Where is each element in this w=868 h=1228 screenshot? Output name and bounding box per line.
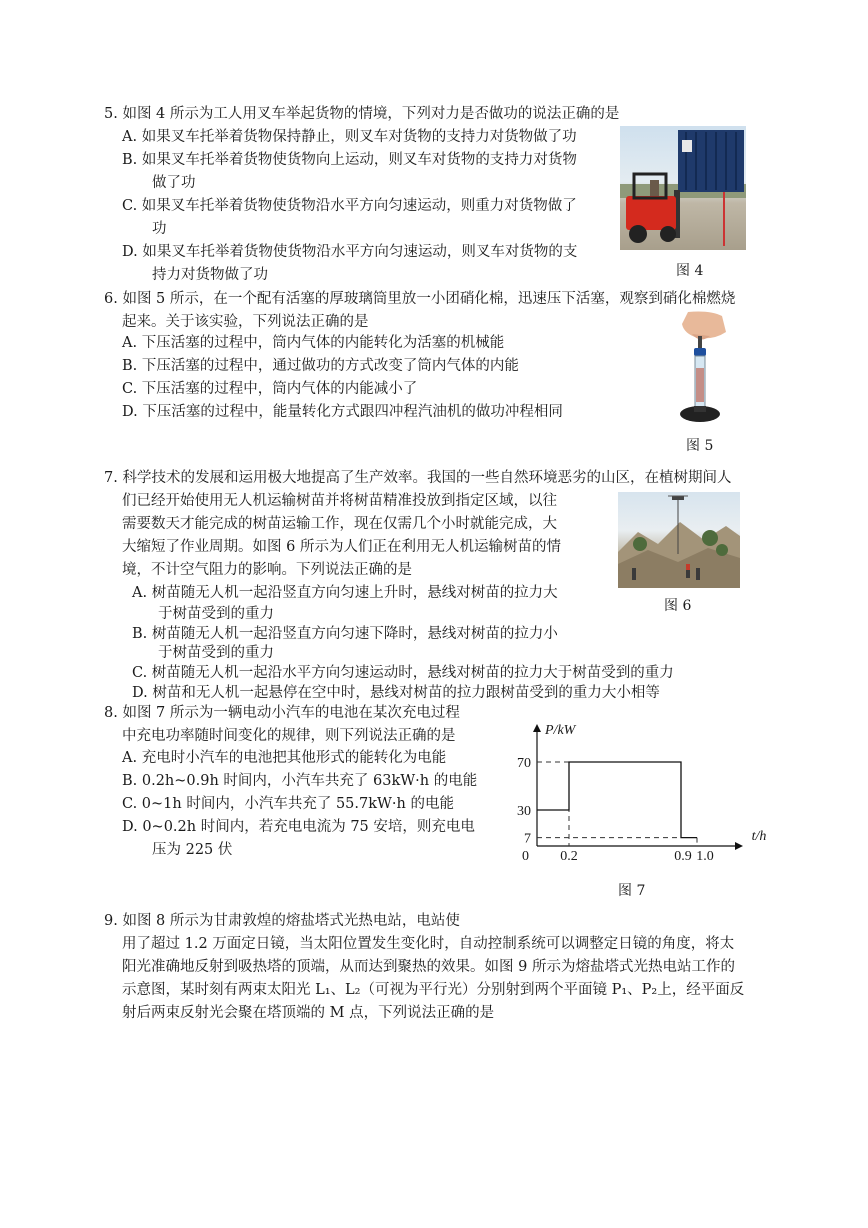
q9-line3: 阳光准确地反射到吸热塔的顶端，从而达到聚热的效果。如图 9 所示为熔盐塔式光热电站工作的	[122, 959, 735, 975]
x-tick-0: 0	[522, 849, 529, 864]
q6-stem: 6. 如图 5 所示，在一个配有活塞的厚玻璃筒里放一小团硝化棉，迅速压下活塞，观察到硝化棉燃烧	[104, 291, 736, 307]
q5-stem: 5. 如图 4 所示为工人用叉车举起货物的情境，下列对力是否做功的说法正确的是	[104, 106, 620, 122]
y-tick-70: 70	[517, 756, 531, 771]
q6-option-d: D. 下压活塞的过程中，能量转化方式跟四冲程汽油机的做功冲程相同	[122, 404, 563, 420]
q7-option-b-cont: 于树苗受到的重力	[158, 645, 274, 661]
power-time-chart	[500, 718, 770, 878]
figure-6-caption: 图 6	[664, 598, 692, 614]
q5-option-b-cont: 做了功	[152, 175, 196, 191]
q6-option-b: B. 下压活塞的过程中，通过做功的方式改变了筒内气体的内能	[122, 358, 519, 374]
q7-option-b: B. 树苗随无人机一起沿竖直方向匀速下降时，悬线对树苗的拉力小	[132, 626, 558, 642]
figure-5-caption: 图 5	[686, 438, 714, 454]
q7-stem-line4: 大缩短了作业周期。如图 6 所示为人们正在利用无人机运输树苗的情	[122, 539, 561, 555]
q5-option-b: B. 如果叉车托举着货物使货物向上运动，则叉车对货物的支持力对货物	[122, 152, 577, 168]
q7-stem-line3: 需要数天才能完成的树苗运输工作，现在仅需几个小时就能完成，大	[122, 516, 557, 532]
q6-option-c: C. 下压活塞的过程中，筒内气体的内能减小了	[122, 381, 418, 397]
q8-option-a: A. 充电时小汽车的电池把其他形式的能转化为电能	[122, 750, 447, 766]
y-tick-7: 7	[524, 831, 531, 847]
forklift-photo	[620, 126, 746, 250]
q9-line4: 示意图，某时刻有两束太阳光 L₁、L₂（可视为平行光）分别射到两个平面镜 P₁、P₂上，经平面反	[122, 982, 745, 998]
y-axis-label: P/kW	[545, 723, 576, 738]
q5-option-d: D. 如果叉车托举着货物使货物沿水平方向匀速运动，则叉车对货物的支	[122, 244, 578, 260]
q5-option-c: C. 如果叉车托举着货物使货物沿水平方向匀速运动，则重力对货物做了	[122, 198, 577, 214]
q7-stem-line2: 们已经开始使用无人机运输树苗并将树苗精准投放到指定区域，以往	[122, 493, 557, 509]
x-tick-0.9: 0.9	[674, 849, 692, 864]
piston-cylinder-photo	[670, 310, 730, 428]
y-tick-30: 30	[517, 804, 531, 819]
q5-option-a: A. 如果叉车托举着货物保持静止，则叉车对货物的支持力对货物做了功	[122, 129, 577, 145]
q5-option-c-cont: 功	[152, 221, 167, 237]
q7-stem: 7. 科学技术的发展和运用极大地提高了生产效率。我国的一些自然环境恶劣的山区，在植树期间人	[104, 470, 732, 486]
q8-stem: 8. 如图 7 所示为一辆电动小汽车的电池在某次充电过程	[104, 705, 460, 721]
drone-seedling-photo	[618, 492, 740, 588]
q9-line1: 9. 如图 8 所示为甘肃敦煌的熔盐塔式光热电站，电站使	[104, 913, 460, 929]
q8-option-d-cont: 压为 225 伏	[152, 842, 233, 858]
q7-option-d: D. 树苗和无人机一起悬停在空中时，悬线对树苗的拉力跟树苗受到的重力大小相等	[132, 685, 660, 701]
q7-option-a: A. 树苗随无人机一起沿竖直方向匀速上升时，悬线对树苗的拉力大	[132, 585, 558, 601]
q7-stem-line5: 境，不计空气阻力的影响。下列说法正确的是	[122, 562, 412, 578]
q9-line5: 射后两束反射光会聚在塔顶端的 M 点，下列说法正确的是	[122, 1005, 495, 1021]
q5-option-d-cont: 持力对货物做了功	[152, 267, 268, 283]
figure-4-caption: 图 4	[676, 263, 704, 279]
x-tick-0.2: 0.2	[560, 849, 578, 864]
x-axis-label: t/h	[751, 829, 767, 844]
q6-option-a: A. 下压活塞的过程中，筒内气体的内能转化为活塞的机械能	[122, 335, 505, 351]
figure-7-caption: 图 7	[618, 883, 646, 899]
x-axis-arrow	[735, 842, 743, 850]
q6-stem-cont: 起来。关于该实验，下列说法正确的是	[122, 314, 369, 330]
q8-option-b: B. 0.2h~0.9h 时间内，小汽车共充了 63kW·h 的电能	[122, 773, 478, 789]
q7-option-c: C. 树苗随无人机一起沿水平方向匀速运动时，悬线对树苗的拉力大于树苗受到的重力	[132, 665, 674, 681]
power-series-line	[537, 762, 697, 838]
q7-option-a-cont: 于树苗受到的重力	[158, 606, 274, 622]
q8-option-d: D. 0~0.2h 时间内，若充电电流为 75 安培，则充电电	[122, 819, 475, 835]
q8-stem-cont: 中充电功率随时间变化的规律，则下列说法正确的是	[122, 728, 456, 744]
y-axis-arrow	[533, 724, 541, 732]
q8-option-c: C. 0~1h 时间内，小汽车共充了 55.7kW·h 的电能	[122, 796, 454, 812]
q9-line2: 用了超过 1.2 万面定日镜，当太阳位置发生变化时，自动控制系统可以调整定日镜的角度，将太	[122, 936, 735, 952]
x-tick-1.0: 1.0	[696, 849, 714, 864]
